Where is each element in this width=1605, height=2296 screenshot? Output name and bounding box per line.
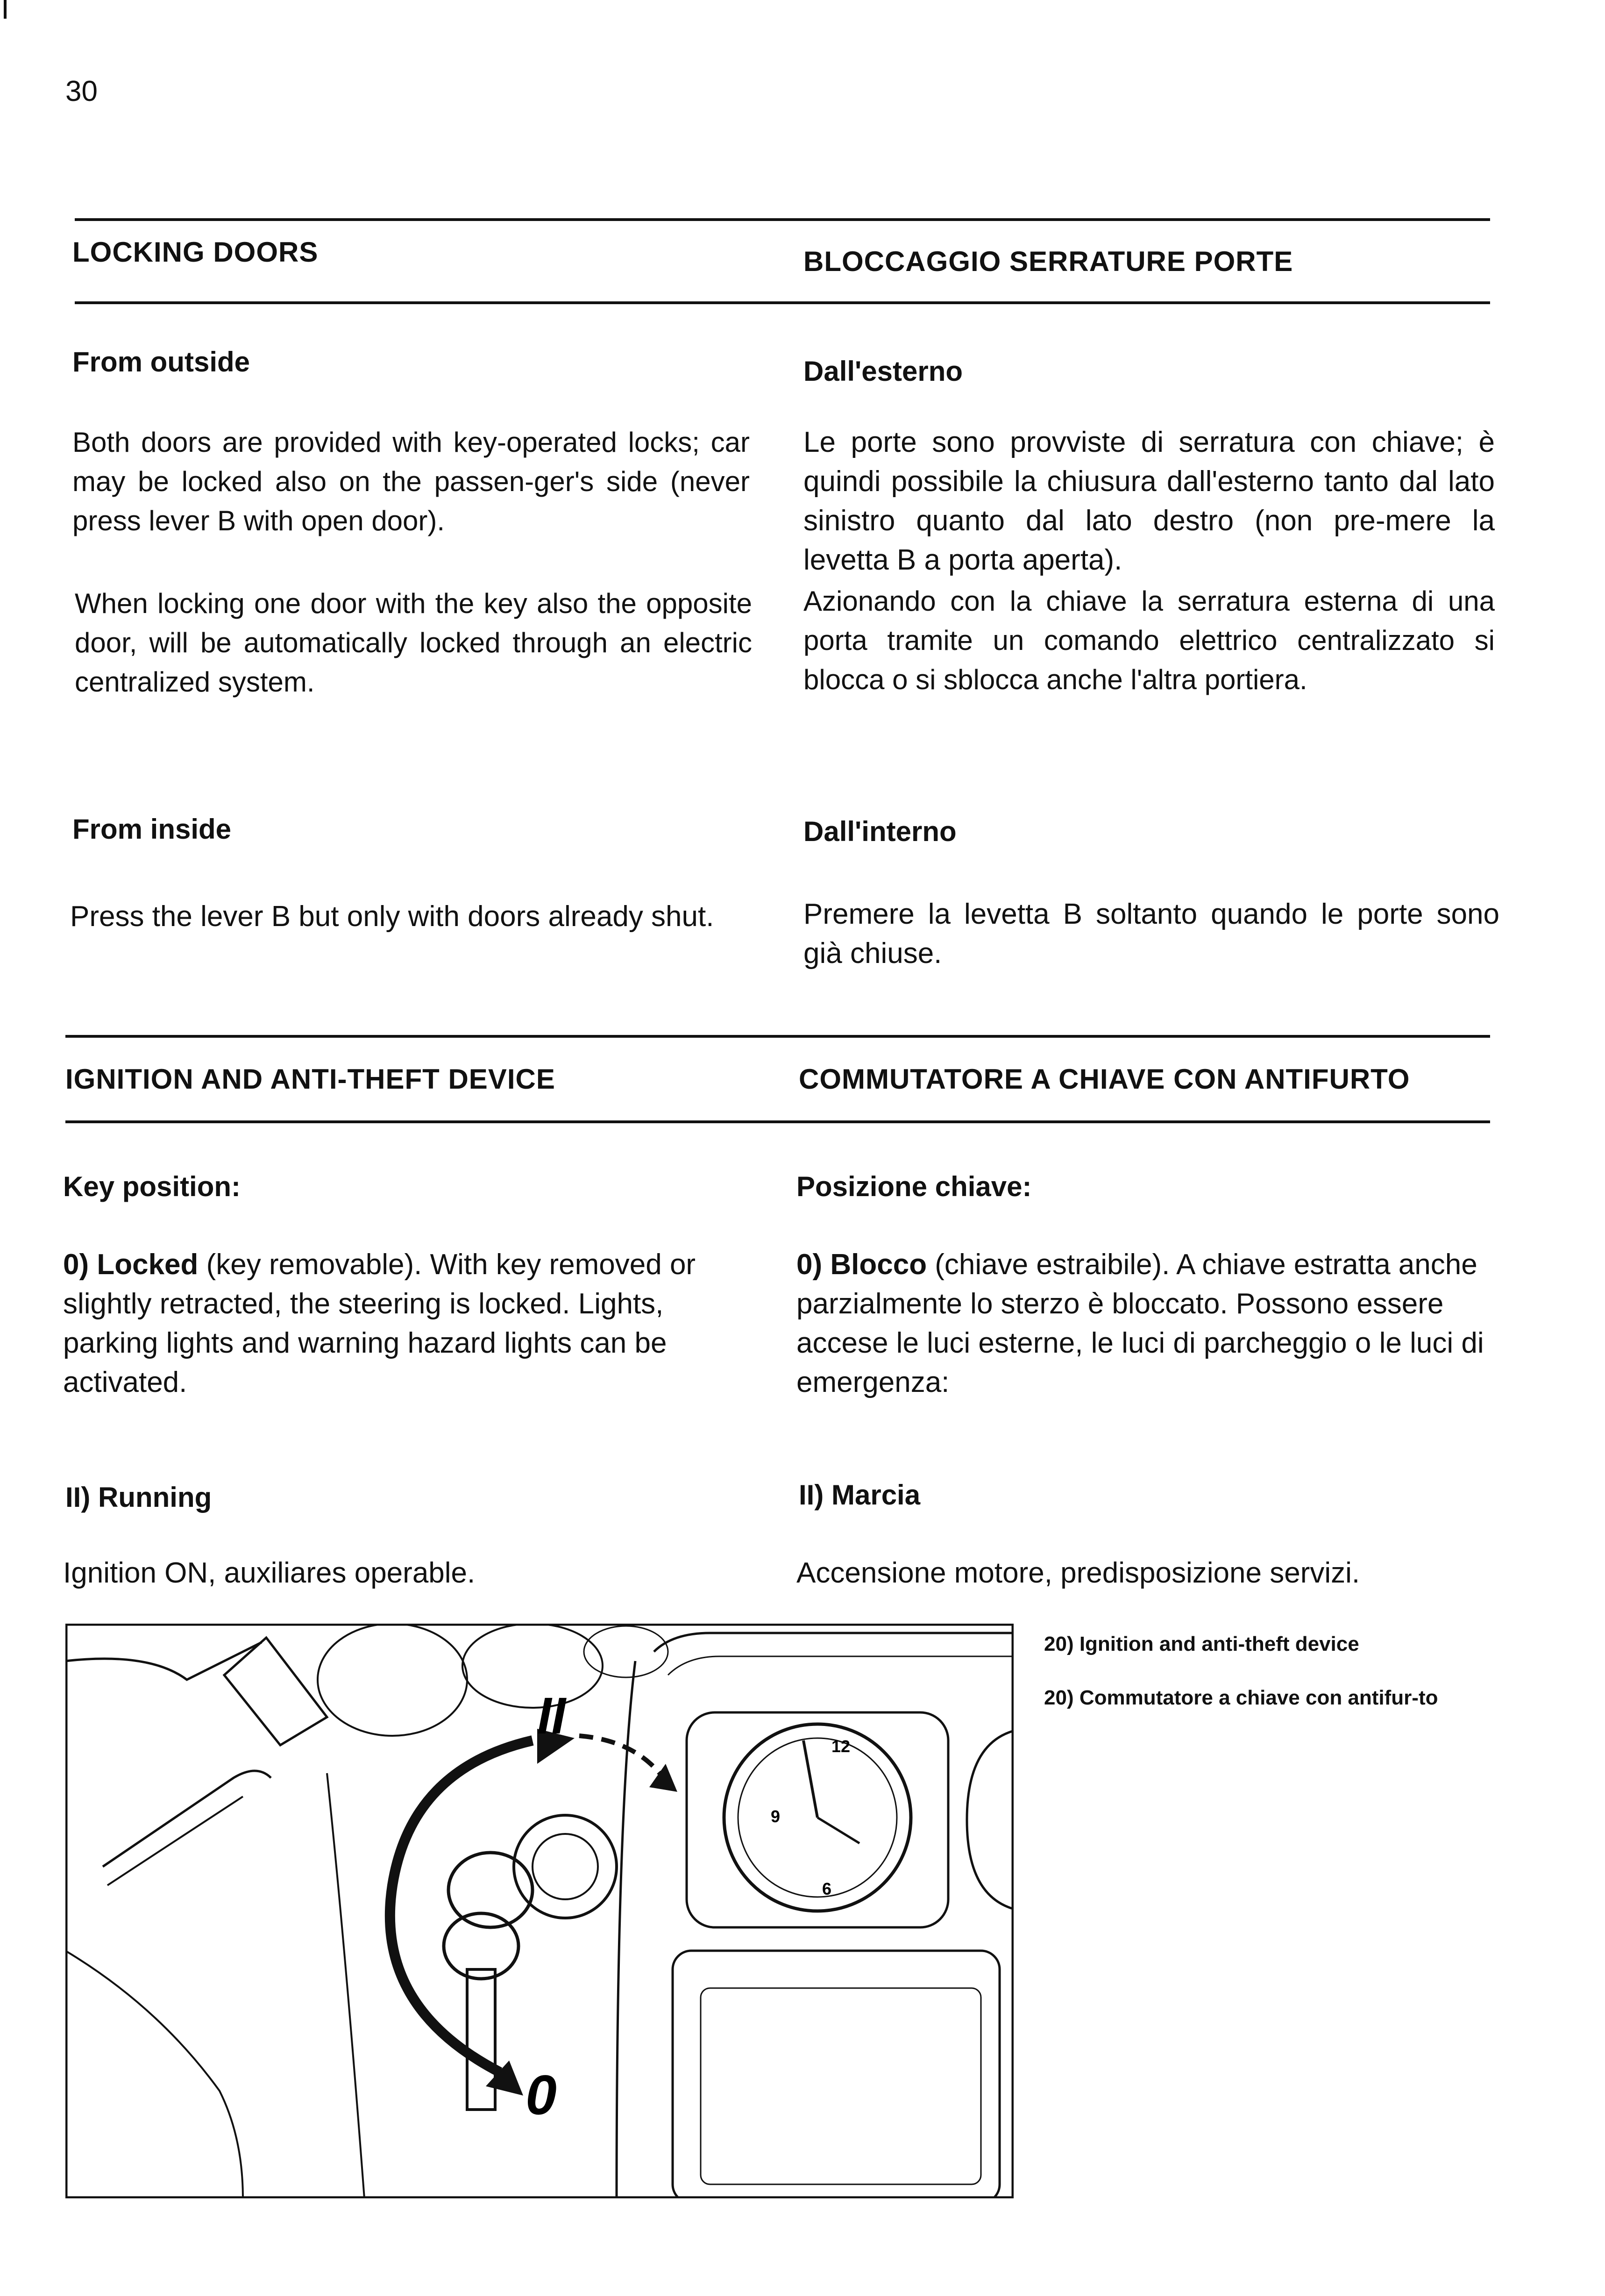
- pos2-text-en: Ignition ON, auxiliares operable.: [63, 1557, 476, 1589]
- key-heading-it: Posizione chiave:: [796, 1171, 1032, 1202]
- locking-rule: [75, 301, 1490, 304]
- pos0-label-it: 0) Blocco: [796, 1248, 927, 1281]
- caption-en: 20) Ignition and anti-theft device: [1044, 1633, 1359, 1655]
- caption-it: 20) Commutatore a chiave con antifur-to: [1044, 1686, 1438, 1709]
- pos0-text-it: (chiave estraibile). A chiave estratta anche parzialmente lo sterzo è bloccato. Possono essere accese le luci esterne, le luci di parcheggio o le luci di emergenza:: [796, 1248, 1484, 1398]
- inside-para-en: Press the lever B but only with doors already shut.: [70, 900, 714, 933]
- outside-para1-it: Le porte sono provviste di serratura con chiave; è quindi possibile la chiusura dall'esterno tanto dal lato sinistro quanto dal lato destro (non pre-mere la levetta B a porta aperta).: [803, 426, 1495, 576]
- pos0-label-en: 0) Locked: [63, 1248, 199, 1281]
- ignition-title-it: COMMUTATORE A CHIAVE CON ANTIFURTO: [799, 1063, 1410, 1095]
- outside-heading-en: From outside: [72, 346, 250, 378]
- pos0-para-it: [796, 1245, 1488, 1402]
- pos2-text-it: Accensione motore, predisposizione servizi.: [796, 1557, 1360, 1589]
- ignition-title-en: IGNITION AND ANTI-THEFT DEVICE: [65, 1063, 555, 1095]
- outside-para2-it: Azionando con la chiave la serratura esterna di una porta tramite un comando elettrico centralizzato si blocca o si sblocca anche l'altra portiera.: [803, 585, 1495, 695]
- pos0-text-en: (key removable). With key removed or slightly retracted, the steering is locked. Lights, parking lights and warning hazard lights can be activated.: [63, 1248, 696, 1398]
- locking-title-it: BLOCCAGGIO SERRATURE PORTE: [803, 246, 1293, 277]
- key-heading-en: Key position:: [63, 1171, 241, 1202]
- outside-heading-it: Dall'esterno: [803, 356, 963, 387]
- pos2-heading-it: II) Marcia: [799, 1479, 921, 1511]
- clock-label-9: 9: [771, 1807, 781, 1826]
- pos0-para-en: [63, 1245, 754, 1402]
- label-running: II: [537, 1687, 566, 1745]
- label-locked: 0: [526, 2064, 557, 2126]
- ignition-rule: [65, 1120, 1490, 1123]
- corner-mark: [4, 0, 7, 19]
- clock-label-6: 6: [822, 1879, 832, 1898]
- clock-label-12: 12: [831, 1737, 851, 1756]
- inside-heading-en: From inside: [72, 813, 232, 845]
- outside-para2-en: When locking one door with the key also the opposite door, will be automatically locked through an electric centralized system.: [75, 588, 752, 698]
- outside-para1-en: Both doors are provided with key-operated locks; car may be locked also on the passen-ger's side (never press lever B with open door).: [72, 427, 750, 536]
- page-number: 30: [65, 75, 98, 107]
- inside-heading-it: Dall'interno: [803, 816, 957, 847]
- pos2-heading-en: II) Running: [65, 1482, 212, 1513]
- ignition-top-rule: [65, 1035, 1490, 1038]
- inside-para-it: Premere la levetta B soltanto quando le porte sono già chiuse.: [803, 898, 1499, 970]
- ignition-illustration: [65, 1624, 1014, 2198]
- top-rule: [75, 218, 1490, 221]
- locking-title-en: LOCKING DOORS: [72, 236, 319, 268]
